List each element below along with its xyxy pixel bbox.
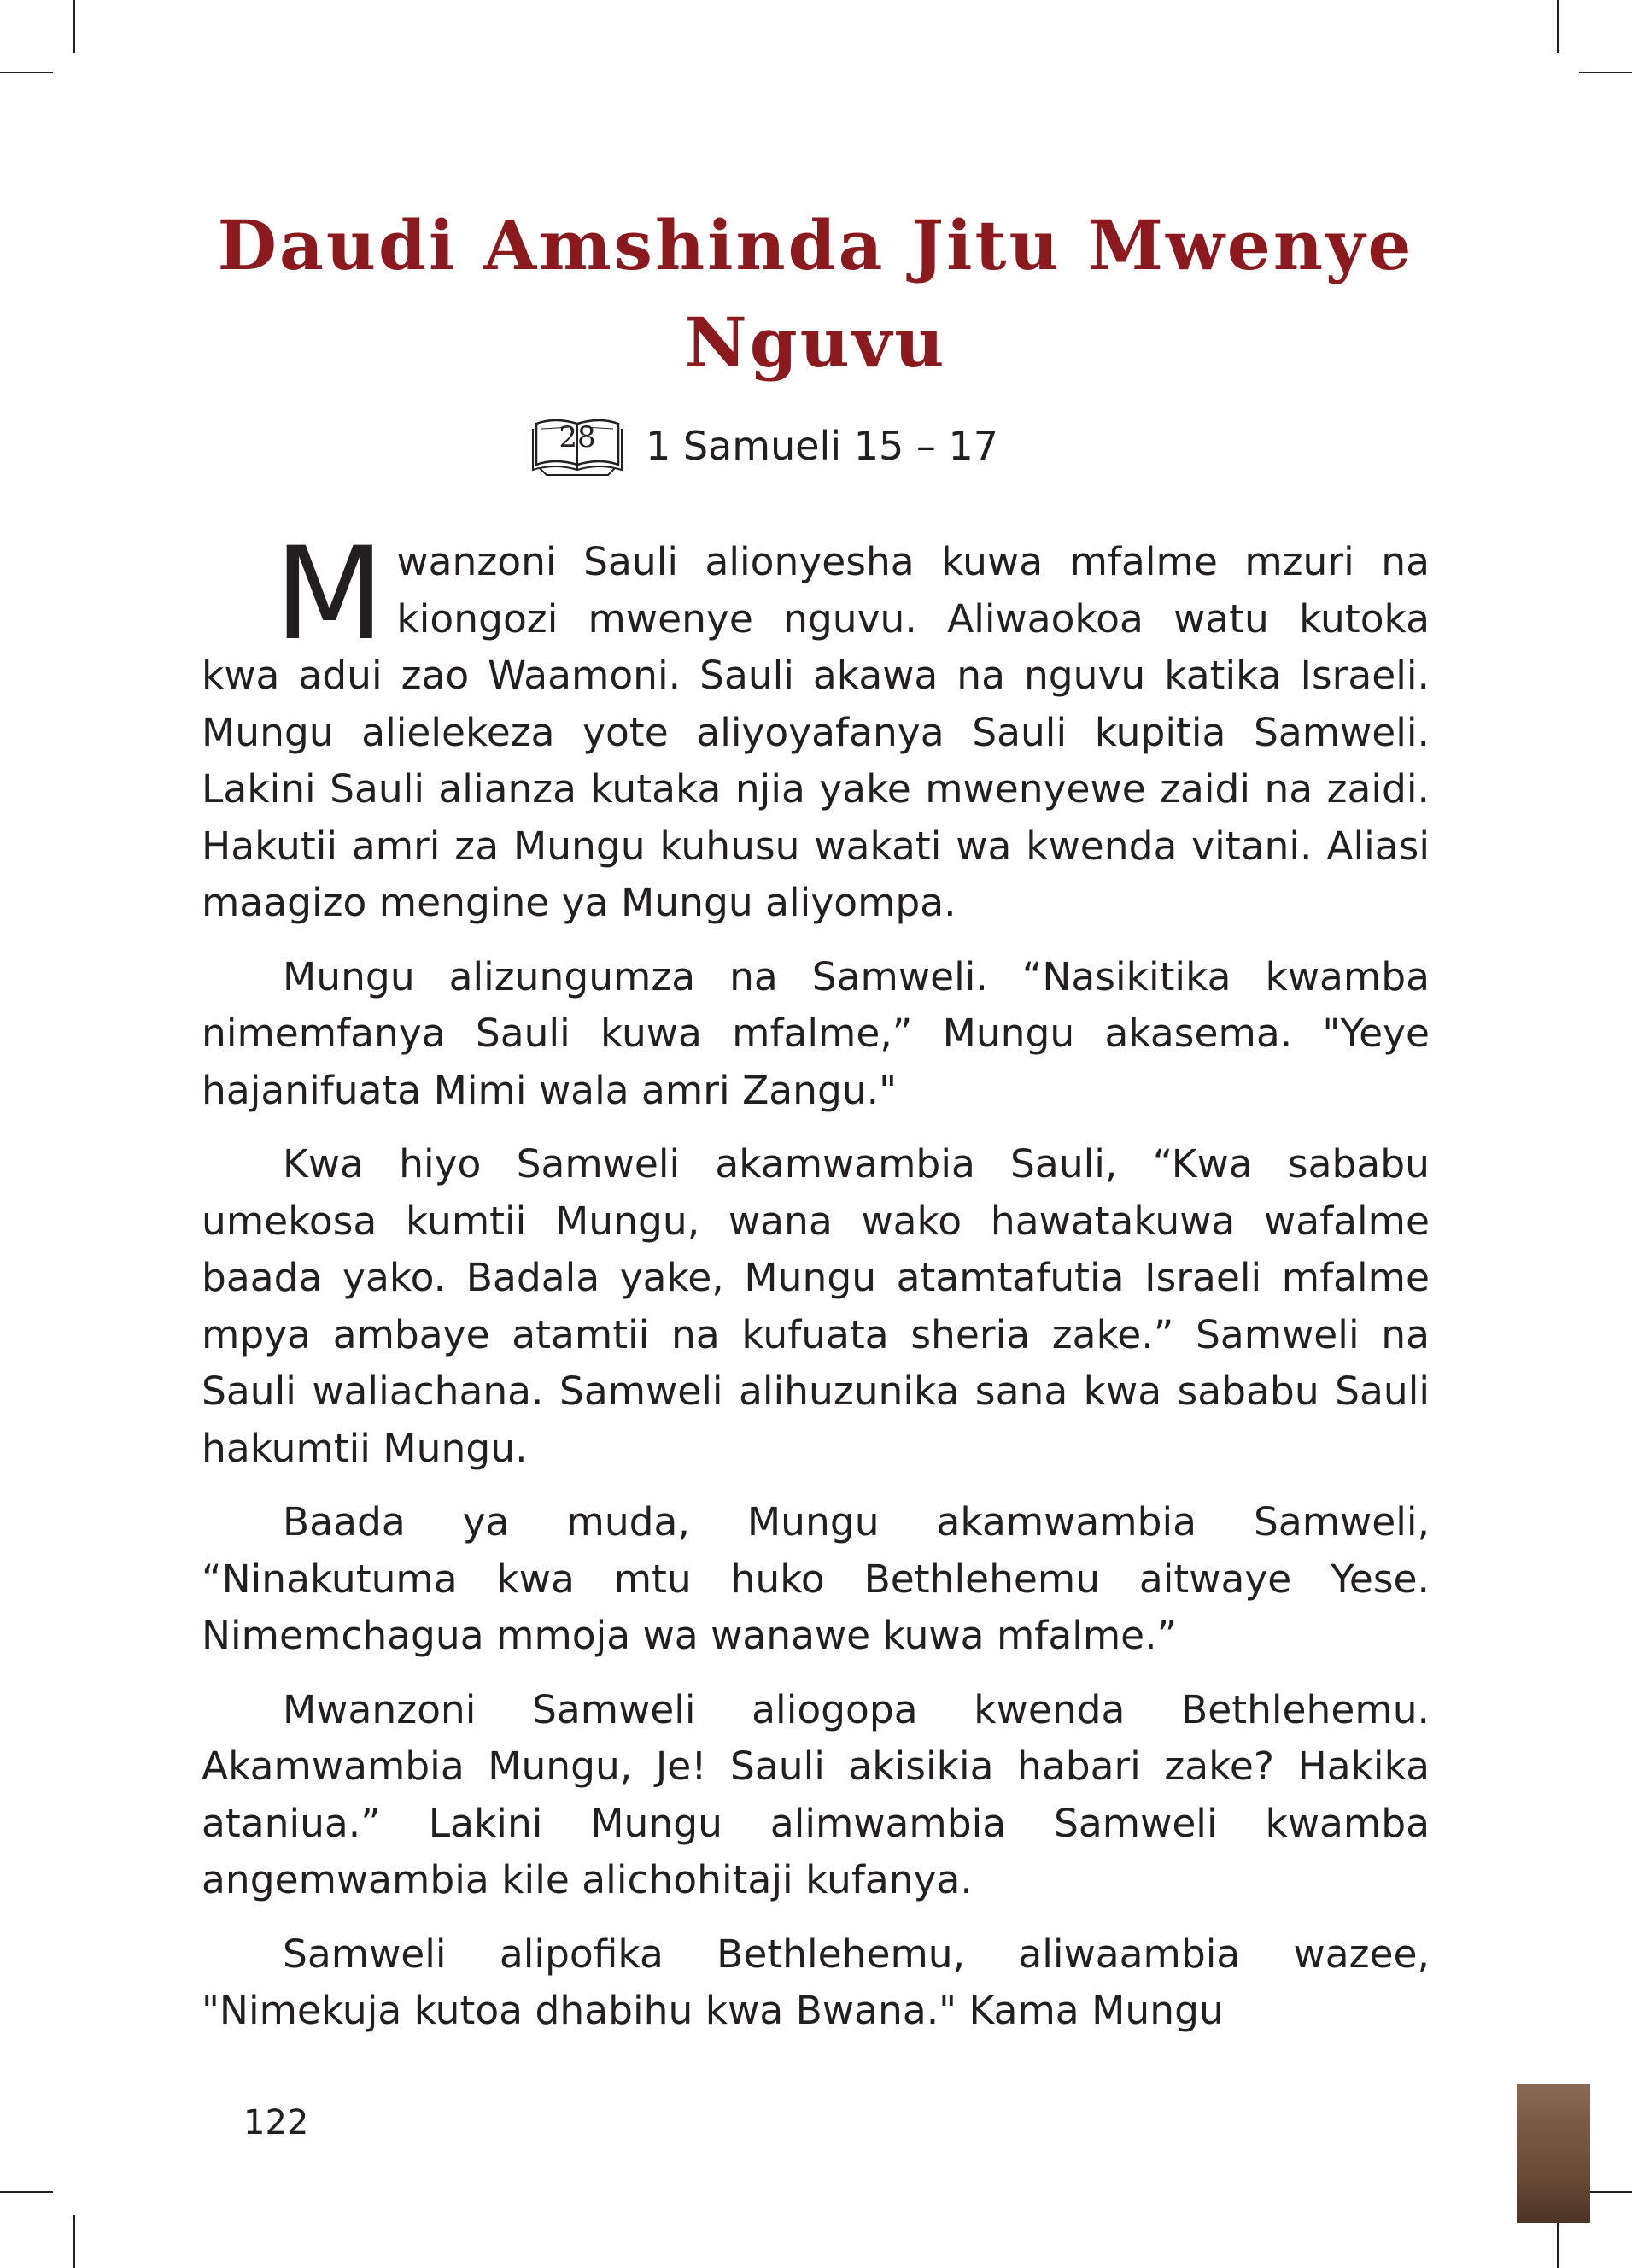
crop-mark-bottom-left-h bbox=[0, 2191, 53, 2193]
chapter-number: 28 bbox=[559, 420, 596, 454]
paragraph-5: Mwanzoni Samweli aliogopa kwenda Bethlehemu. Akamwambia Mungu, Je! Sauli akisikia habari zake? Hakika ataniua.” Lakini Mungu alimwambia Samweli kwamba angemwambia kile alichohitaji kufanya. bbox=[202, 1686, 1430, 1902]
paragraph-3: Kwa hiyo Samweli akamwambia Sauli, “Kwa sababu umekosa kumtii Mungu, wana wako hawatakuwa wafalme baada yako. Badala yake, Mungu atamtafutia Israeli mfalme mpya ambaye atamtii na kufuata sheria zake.” Samweli na Sauli waliachana. Samweli alihuzunika sana kwa sababu Sauli hakumtii Mungu. bbox=[202, 1141, 1430, 1471]
page-title: Daudi Amshinda Jitu Mwenye Nguvu bbox=[217, 205, 1414, 383]
story-body bbox=[202, 520, 1430, 2057]
paragraph-1-text: wanzoni Sauli alionyesha kuwa mfalme mzuri na kiongozi mwenye nguvu. Aliwaokoa watu kutoka kwa adui zao Waamoni. Sauli akawa na nguvu katika Israeli. Mungu alielekeza yote aliyoyafanya Sauli kupitia Samweli. Lakini Sauli alianza kutaka njia yake mwenyewe zaidi na zaidi. Hakutii amri za Mungu kuhusu wakati wa kwenda vitani. Aliasi maagizo mengine ya Mungu aliyompa. bbox=[202, 539, 1430, 925]
scripture-reference bbox=[529, 412, 998, 480]
paragraph-1 bbox=[202, 520, 1430, 932]
thumb-tab-image bbox=[1517, 2084, 1590, 2223]
book-icon bbox=[529, 412, 625, 480]
crop-mark-top-right-h bbox=[1579, 72, 1632, 73]
paragraph-6: Samweli alipofika Bethlehemu, aliwaambia wazee, "Nimekuja kutoa dhabihu kwa Bwana." Kama Mungu bbox=[202, 1931, 1430, 2033]
paragraph-4: Baada ya muda, Mungu akamwambia Samweli, “Ninakutuma kwa mtu huko Bethlehemu aitwaye Yese. Nimemchagua mmoja wa wanawe kuwa mfalme.” bbox=[202, 1499, 1430, 1658]
paragraph-2: Mungu alizungumza na Samweli. “Nasikitika kwamba nimemfanya Sauli kuwa mfalme,” Mungu akasema. "Yeye hajanifuata Mimi wala amri Zangu." bbox=[202, 953, 1430, 1113]
crop-mark-bottom-left-v bbox=[73, 2215, 75, 2268]
reference-text: 1 Samueli 15 – 17 bbox=[646, 423, 999, 469]
crop-mark-top-left-h bbox=[0, 72, 53, 73]
crop-mark-top-right-v bbox=[1557, 0, 1559, 53]
page-number: 122 bbox=[243, 2103, 309, 2142]
drop-cap: M bbox=[274, 520, 385, 669]
crop-mark-top-left-v bbox=[73, 0, 75, 53]
crop-mark-bottom-right-v bbox=[1557, 2215, 1559, 2268]
